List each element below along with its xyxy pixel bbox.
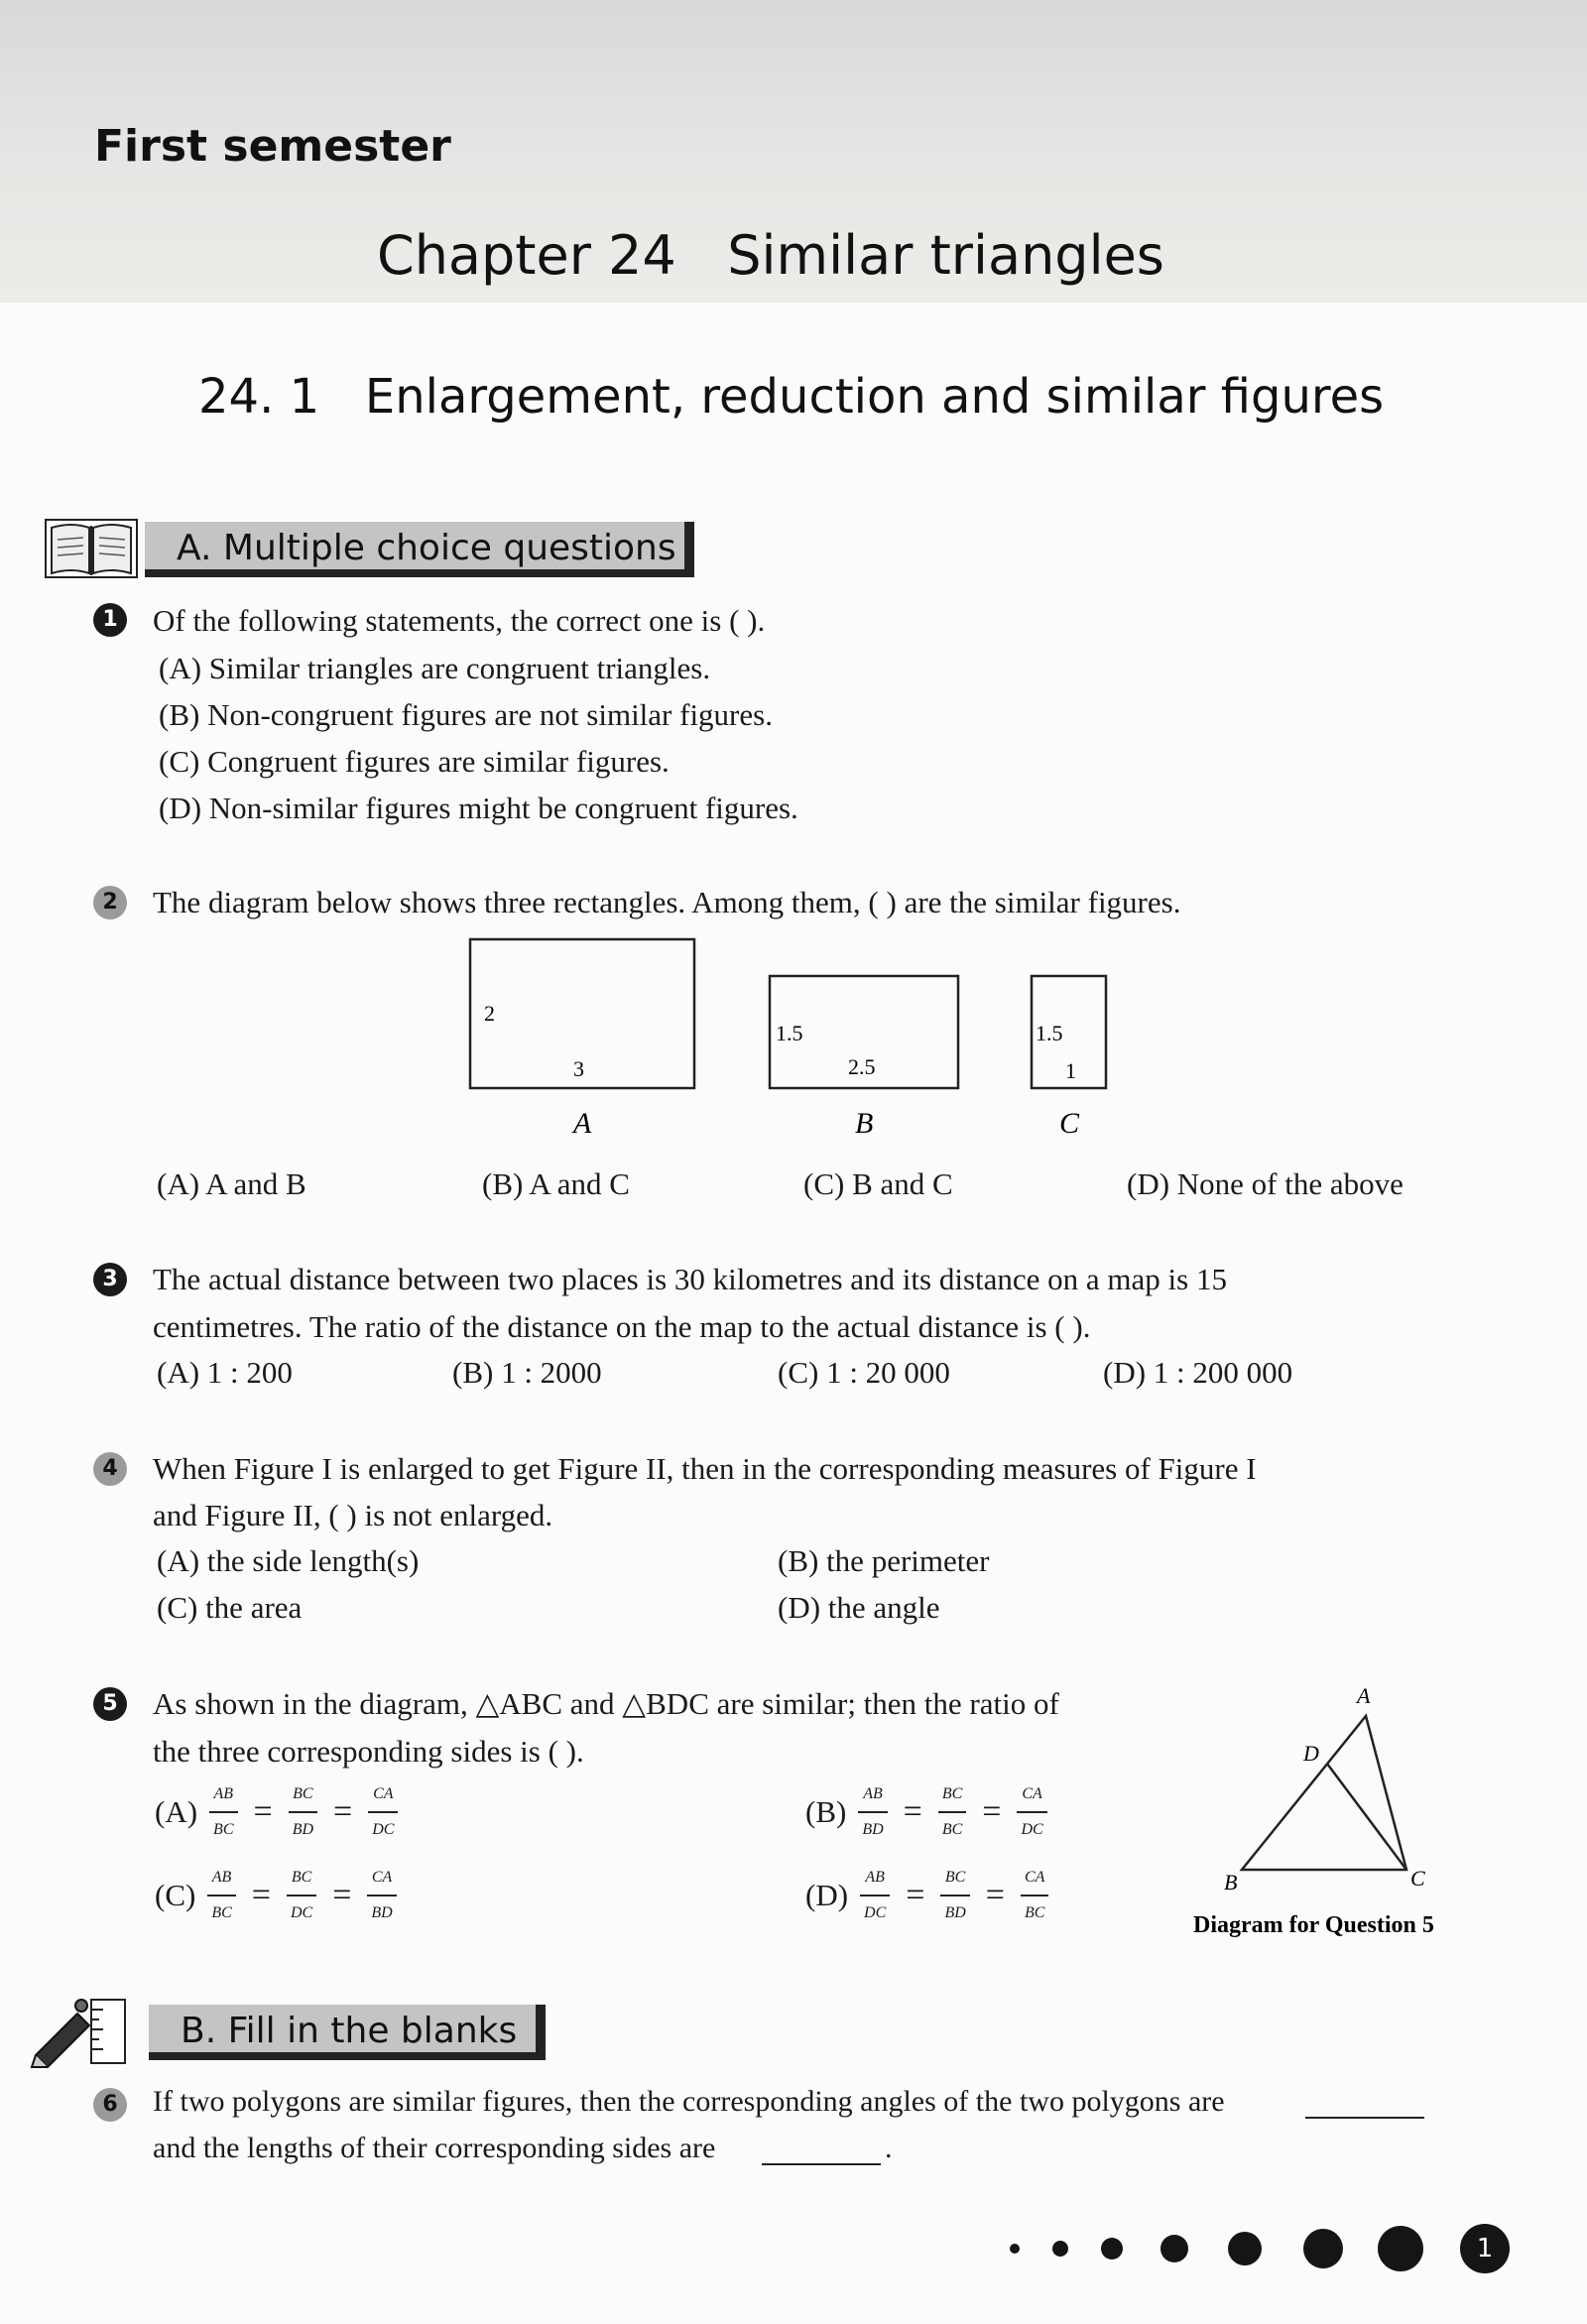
denominator: DC <box>372 1821 395 1838</box>
fraction <box>287 1861 316 1930</box>
page-dot <box>1160 2235 1188 2263</box>
fraction <box>860 1861 890 1930</box>
denominator: BC <box>941 1821 963 1838</box>
numerator: CA <box>1017 1777 1046 1813</box>
q5-option-a-label: (A) <box>155 1794 198 1829</box>
section-title: 24. 1 Enlargement, reduction and similar figures <box>198 369 1385 425</box>
fraction <box>1017 1777 1046 1847</box>
rect-b-height-label: 1.5 <box>776 1021 803 1045</box>
semester-label: First semester <box>94 121 451 172</box>
equals-sign: = <box>333 1793 353 1830</box>
equals-sign: = <box>332 1877 352 1913</box>
denominator: DC <box>864 1904 887 1921</box>
q4-option-c[interactable]: (C) the area <box>157 1590 303 1625</box>
segment-dc <box>1327 1764 1406 1870</box>
denominator: BD <box>371 1904 393 1921</box>
open-book-icon <box>44 516 139 581</box>
pencil-ruler-icon <box>30 1994 133 2069</box>
rect-c-width-label: 1 <box>1065 1058 1076 1083</box>
equals-sign: = <box>982 1793 1002 1830</box>
q6-blank-2[interactable] <box>762 2134 881 2165</box>
numerator: BC <box>940 1861 969 1896</box>
q5-option-b-label: (B) <box>805 1794 847 1829</box>
rect-b-name: B <box>855 1107 874 1140</box>
vertex-c-label: C <box>1410 1866 1425 1891</box>
q3-option-b[interactable]: (B) 1 : 2000 <box>452 1355 602 1390</box>
question-number-4: 4 <box>93 1452 127 1486</box>
question-number-2: 2 <box>93 886 127 919</box>
part-a-banner: A. Multiple choice questions <box>145 522 694 577</box>
fraction <box>858 1777 887 1847</box>
q2-option-a[interactable]: (A) A and B <box>157 1166 306 1201</box>
denominator: DC <box>290 1904 313 1921</box>
denominator: BD <box>862 1821 884 1838</box>
q2-option-d[interactable]: (D) None of the above <box>1127 1166 1404 1201</box>
numerator: BC <box>287 1861 316 1896</box>
denominator: BD <box>944 1904 966 1921</box>
q5-option-c-label: (C) <box>155 1878 196 1912</box>
part-b-banner: B. Fill in the blanks <box>149 2005 546 2060</box>
question-number-1: 1 <box>93 603 127 637</box>
fraction <box>289 1777 317 1847</box>
page-dot <box>1303 2229 1343 2268</box>
rect-c-height-label: 1.5 <box>1036 1021 1063 1045</box>
q5-stem-line2: the three corresponding sides is ( ). <box>153 1734 584 1769</box>
numerator: CA <box>367 1861 396 1896</box>
denominator: BD <box>292 1821 314 1838</box>
rect-a-width-label: 3 <box>573 1056 584 1081</box>
equals-sign: = <box>253 1793 273 1830</box>
numerator: AB <box>858 1777 887 1813</box>
q4-option-d[interactable]: (D) the angle <box>778 1590 940 1625</box>
q2-option-b[interactable]: (B) A and C <box>482 1166 630 1201</box>
question-number-6: 6 <box>93 2088 127 2122</box>
rect-a-height-label: 2 <box>484 1001 495 1026</box>
q6-stem-line1: If two polygons are similar figures, then the corresponding angles of the two polygons are <box>153 2085 1225 2118</box>
question-number-5: 5 <box>93 1687 127 1721</box>
question-number-3: 3 <box>93 1263 127 1296</box>
q4-option-b[interactable]: (B) the perimeter <box>778 1543 990 1578</box>
numerator: BC <box>289 1777 317 1813</box>
page-dot <box>1228 2232 1262 2265</box>
equals-sign: = <box>251 1877 271 1913</box>
fraction <box>368 1777 398 1847</box>
q6-end-period: . <box>885 2132 893 2164</box>
triangle-abc <box>1242 1716 1406 1870</box>
rect-b-width-label: 2.5 <box>848 1054 876 1079</box>
vertex-b-label: B <box>1224 1870 1238 1895</box>
rect-a-name: A <box>573 1107 592 1140</box>
q4-stem-line1: When Figure I is enlarged to get Figure II, then in the corresponding measures of Figure I <box>153 1451 1257 1486</box>
fraction <box>938 1777 966 1847</box>
fraction <box>1021 1861 1048 1930</box>
chapter-title: Chapter 24 Similar triangles <box>377 224 1164 287</box>
denominator: DC <box>1021 1821 1043 1838</box>
page-dot <box>1052 2241 1068 2257</box>
equals-sign: = <box>985 1877 1005 1913</box>
q4-stem-line2: and Figure II, ( ) is not enlarged. <box>153 1498 553 1532</box>
numerator: BC <box>938 1777 966 1813</box>
diagram-caption: Diagram for Question 5 <box>1193 1912 1434 1938</box>
q1-stem: Of the following statements, the correct one is ( ). <box>153 603 766 638</box>
q2-stem: The diagram below shows three rectangles. Among them, ( ) are the similar figures. <box>153 885 1181 919</box>
q5-option-d[interactable] <box>805 1861 1050 1930</box>
numerator: AB <box>207 1861 235 1896</box>
q4-option-a[interactable]: (A) the side length(s) <box>157 1543 420 1578</box>
equals-sign: = <box>906 1877 925 1913</box>
page-dot <box>1101 2238 1123 2260</box>
numerator: CA <box>1021 1861 1048 1896</box>
q3-stem-line1: The actual distance between two places is 30 kilometres and its distance on a map is 15 <box>153 1262 1227 1296</box>
q1-option-c[interactable]: (C) Congruent figures are similar figures. <box>159 744 670 779</box>
q3-option-a[interactable]: (A) 1 : 200 <box>157 1355 293 1390</box>
page-dot <box>1378 2226 1423 2271</box>
denominator: BC <box>1024 1904 1045 1921</box>
q5-option-c[interactable] <box>155 1861 399 1930</box>
q3-stem-line2: centimetres. The ratio of the distance on the map to the actual distance is ( ). <box>153 1309 1091 1344</box>
rectangles-diagram <box>456 927 1131 1146</box>
q3-option-d[interactable]: (D) 1 : 200 000 <box>1103 1355 1293 1390</box>
q5-option-d-label: (D) <box>805 1878 849 1912</box>
q1-option-b[interactable]: (B) Non-congruent figures are not similar figures. <box>159 697 773 732</box>
numerator: CA <box>368 1777 398 1813</box>
q5-stem-line1: As shown in the diagram, △ABC and △BDC are similar; then the ratio of <box>153 1686 1059 1721</box>
fraction <box>940 1861 969 1930</box>
denominator: BC <box>213 1821 234 1838</box>
numerator: AB <box>860 1861 890 1896</box>
q5-option-b[interactable] <box>805 1777 1049 1847</box>
fraction <box>207 1861 235 1930</box>
vertex-d-label: D <box>1303 1741 1319 1766</box>
equals-sign: = <box>903 1793 922 1830</box>
numerator: AB <box>209 1777 237 1813</box>
denominator: BC <box>211 1904 232 1921</box>
page-dot <box>1010 2244 1020 2254</box>
page-number: 1 <box>1460 2224 1510 2273</box>
q6-blank-1[interactable] <box>1305 2087 1424 2119</box>
q5-option-a[interactable] <box>155 1777 400 1847</box>
triangle-diagram <box>1190 1681 1488 1949</box>
q1-option-d[interactable]: (D) Non-similar figures might be congruent figures. <box>159 791 798 825</box>
rect-c-name: C <box>1059 1107 1080 1140</box>
fraction <box>367 1861 396 1930</box>
fraction <box>209 1777 237 1847</box>
vertex-a-label: A <box>1357 1683 1371 1708</box>
q2-option-c[interactable]: (C) B and C <box>803 1166 953 1201</box>
q3-option-c[interactable]: (C) 1 : 20 000 <box>778 1355 950 1390</box>
q6-stem-line2: and the lengths of their corresponding sides are <box>153 2132 716 2164</box>
q1-option-a[interactable]: (A) Similar triangles are congruent triangles. <box>159 651 711 685</box>
